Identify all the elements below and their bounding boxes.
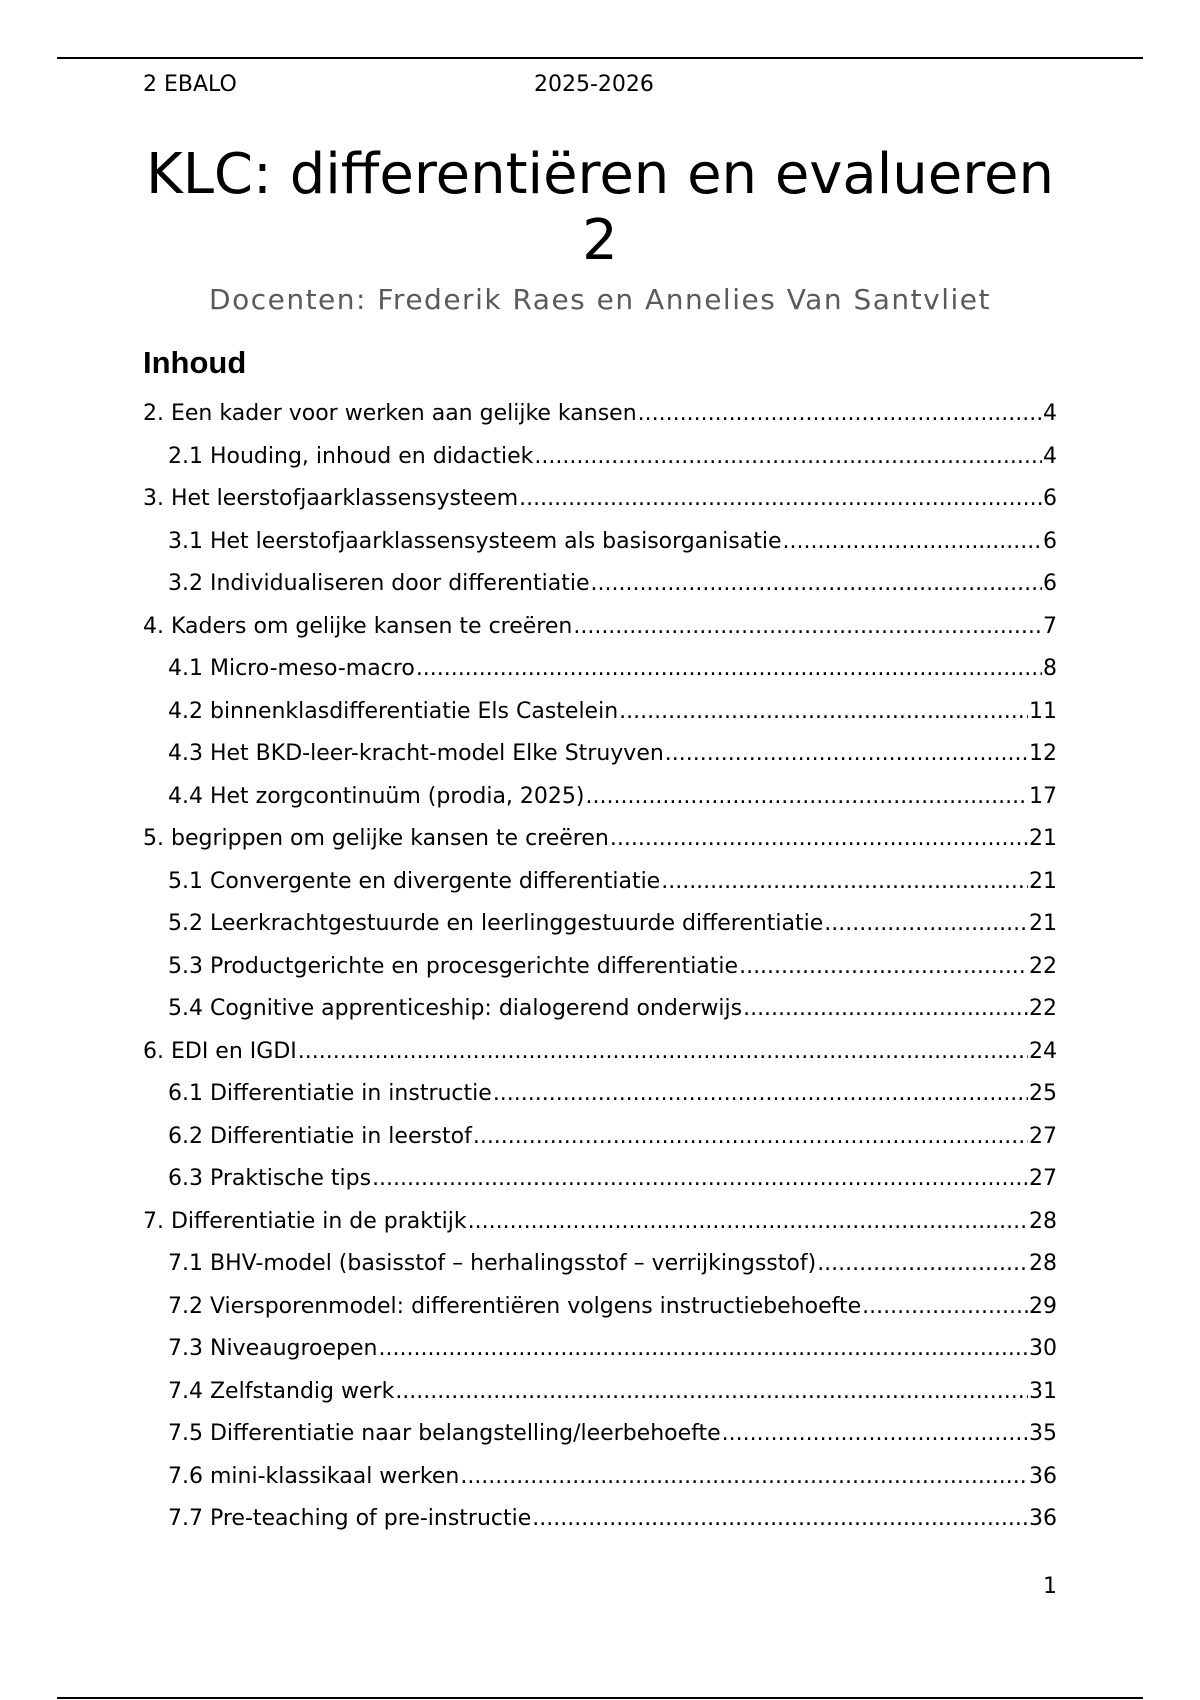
toc-dot-leader: [372, 1162, 1028, 1196]
toc-entry-page: 27: [1029, 1123, 1057, 1149]
toc-dot-leader: [493, 1077, 1028, 1111]
toc-entry[interactable]: [143, 1247, 1057, 1290]
toc-dot-leader: [468, 1205, 1028, 1239]
toc-entry-label: 5. begrippen om gelijke kansen te creëren: [143, 826, 609, 851]
header-course: 2 EBALO: [143, 72, 237, 97]
toc-entry[interactable]: [143, 482, 1057, 525]
toc-entry[interactable]: [143, 1375, 1057, 1418]
toc-entry-label: 4.3 Het BKD-leer-kracht-model Elke Struyven: [168, 741, 664, 766]
page-number: 1: [1043, 1574, 1057, 1599]
toc-entry[interactable]: [143, 1332, 1057, 1375]
toc-entry[interactable]: [143, 1290, 1057, 1333]
toc-dot-leader: [638, 397, 1042, 431]
toc-entry[interactable]: [143, 822, 1057, 865]
toc-entry-page: 4: [1043, 401, 1057, 426]
toc-entry[interactable]: [143, 1077, 1057, 1120]
toc-entry-page: 30: [1029, 1336, 1057, 1361]
toc-entry-page: 25: [1029, 1081, 1057, 1106]
toc-entry[interactable]: [143, 1035, 1057, 1078]
toc-entry-label: 7.2 Viersporenmodel: differentiëren volgens instructiebehoefte: [168, 1293, 862, 1319]
toc-dot-leader: [591, 567, 1043, 601]
toc-entry-page: 36: [1029, 1506, 1057, 1531]
toc-entry-page: 28: [1029, 1251, 1057, 1276]
toc-entry-page: 21: [1029, 826, 1057, 851]
toc-entry-label: 5.2 Leerkrachtgestuurde en leerlinggestuurde differentiatie: [168, 911, 824, 936]
toc-entry[interactable]: [143, 992, 1057, 1035]
toc-entry-label: 4.4 Het zorgcontinuüm (prodia, 2025): [168, 783, 585, 809]
toc-dot-leader: [817, 1247, 1028, 1281]
toc-entry-page: 27: [1029, 1166, 1057, 1191]
toc-entry-label: 4.1 Micro-meso-macro: [168, 656, 415, 681]
toc-dot-leader: [379, 1332, 1029, 1366]
toc-entry[interactable]: [143, 695, 1057, 738]
toc-entry-label: 7.5 Differentiatie naar belangstelling/leerbehoefte: [168, 1421, 721, 1446]
toc-entry[interactable]: [143, 567, 1057, 610]
toc-dot-leader: [473, 1120, 1028, 1154]
toc-dot-leader: [722, 1417, 1028, 1451]
toc-entry-label: 7.4 Zelfstandig werk: [168, 1378, 395, 1404]
toc-dot-leader: [661, 865, 1028, 899]
toc-entry-page: 11: [1029, 698, 1057, 724]
toc-entry[interactable]: [143, 440, 1057, 483]
toc-entry-page: 21: [1029, 868, 1057, 894]
document-title-line1: KLC: differentiëren en evalueren: [146, 142, 1054, 207]
toc-entry-page: 6: [1043, 571, 1057, 596]
toc-entry-label: 3.1 Het leerstofjaarklassensysteem als basisorganisatie: [168, 528, 782, 554]
toc-entry[interactable]: [143, 1460, 1057, 1503]
document-title: [143, 142, 1057, 274]
toc-entry-page: 4: [1043, 443, 1057, 469]
toc-entry-page: 6: [1043, 486, 1057, 511]
toc-dot-leader: [862, 1290, 1028, 1324]
toc-entry-label: 4. Kaders om gelijke kansen te creëren: [143, 613, 573, 639]
toc-entry[interactable]: [143, 1120, 1057, 1163]
toc-entry[interactable]: [143, 1502, 1057, 1545]
footer-rule: [57, 1697, 1143, 1699]
toc-entry-label: 6.2 Differentiatie in leerstof: [168, 1123, 472, 1149]
toc-heading: Inhoud: [143, 345, 247, 380]
toc-entry-page: 35: [1029, 1421, 1057, 1446]
toc-entry-label: 3.2 Individualiseren door differentiatie: [168, 571, 590, 596]
toc-entry-page: 36: [1029, 1463, 1057, 1489]
toc-entry[interactable]: [143, 610, 1057, 653]
toc-entry[interactable]: [143, 780, 1057, 823]
toc-dot-leader: [532, 1502, 1028, 1536]
toc-dot-leader: [665, 737, 1028, 771]
toc-dot-leader: [395, 1375, 1028, 1409]
toc-entry-page: 31: [1029, 1378, 1057, 1404]
toc-entry[interactable]: [143, 397, 1057, 440]
toc-entry-label: 7. Differentiatie in de praktijk: [143, 1208, 467, 1234]
toc-entry-label: 6.3 Praktische tips: [168, 1166, 372, 1191]
toc-dot-leader: [739, 950, 1028, 984]
toc-entry-label: 7.6 mini-klassikaal werken: [168, 1463, 460, 1489]
toc-entry-label: 5.4 Cognitive apprenticeship: dialogerend onderwijs: [168, 996, 743, 1021]
toc-entry-label: 2. Een kader voor werken aan gelijke kansen: [143, 401, 637, 426]
toc-dot-leader: [573, 610, 1042, 644]
toc-dot-leader: [743, 992, 1028, 1026]
toc-dot-leader: [619, 695, 1028, 729]
toc-entry[interactable]: [143, 652, 1057, 695]
toc-entry-label: 3. Het leerstofjaarklassensysteem: [143, 486, 519, 511]
toc-entry-page: 7: [1043, 613, 1057, 639]
toc-entry-label: 7.1 BHV-model (basisstof – herhalingsstof – verrijkingsstof): [168, 1251, 817, 1276]
toc-entry-page: 12: [1029, 741, 1057, 766]
toc-dot-leader: [824, 907, 1028, 941]
toc-entry[interactable]: [143, 525, 1057, 568]
toc-entry-label: 7.7 Pre-teaching of pre-instructie: [168, 1506, 532, 1531]
toc-entry[interactable]: [143, 907, 1057, 950]
toc-dot-leader: [460, 1460, 1028, 1494]
toc-entry-page: 29: [1029, 1293, 1057, 1319]
toc-entry-page: 22: [1029, 996, 1057, 1021]
toc-entry[interactable]: [143, 737, 1057, 780]
toc-entry-label: 6. EDI en IGDI: [143, 1038, 297, 1064]
toc-entry[interactable]: [143, 1205, 1057, 1248]
toc-entry-label: 5.1 Convergente en divergente differentiatie: [168, 868, 661, 894]
toc-dot-leader: [586, 780, 1029, 814]
toc-entry[interactable]: [143, 1417, 1057, 1460]
document-subtitle: Docenten: Frederik Raes en Annelies Van Santvliet: [209, 283, 991, 316]
toc-entry-page: 6: [1043, 528, 1057, 554]
toc-entry-page: 8: [1043, 656, 1057, 681]
toc-entry-page: 22: [1029, 953, 1057, 979]
toc-entry-page: 21: [1029, 911, 1057, 936]
toc-entry[interactable]: [143, 950, 1057, 993]
toc-entry-label: 6.1 Differentiatie in instructie: [168, 1081, 492, 1106]
header-rule: [57, 57, 1143, 59]
toc-dot-leader: [534, 440, 1042, 474]
toc-entry-label: 7.3 Niveaugroepen: [168, 1336, 378, 1361]
header-year: 2025-2026: [534, 72, 654, 97]
toc-dot-leader: [610, 822, 1028, 856]
toc-entry[interactable]: [143, 865, 1057, 908]
table-of-contents: [143, 397, 1057, 1545]
toc-dot-leader: [519, 482, 1042, 516]
toc-entry-page: 28: [1029, 1208, 1057, 1234]
toc-entry-label: 2.1 Houding, inhoud en didactiek: [168, 443, 534, 469]
toc-entry-page: 17: [1029, 783, 1057, 809]
document-title-line2: 2: [582, 208, 618, 273]
toc-dot-leader: [416, 652, 1042, 686]
toc-dot-leader: [783, 525, 1043, 559]
toc-entry-page: 24: [1029, 1038, 1057, 1064]
toc-dot-leader: [298, 1035, 1028, 1069]
toc-entry-label: 4.2 binnenklasdifferentiatie Els Castelein: [168, 698, 619, 724]
toc-entry[interactable]: [143, 1162, 1057, 1205]
toc-entry-label: 5.3 Productgerichte en procesgerichte differentiatie: [168, 953, 739, 979]
